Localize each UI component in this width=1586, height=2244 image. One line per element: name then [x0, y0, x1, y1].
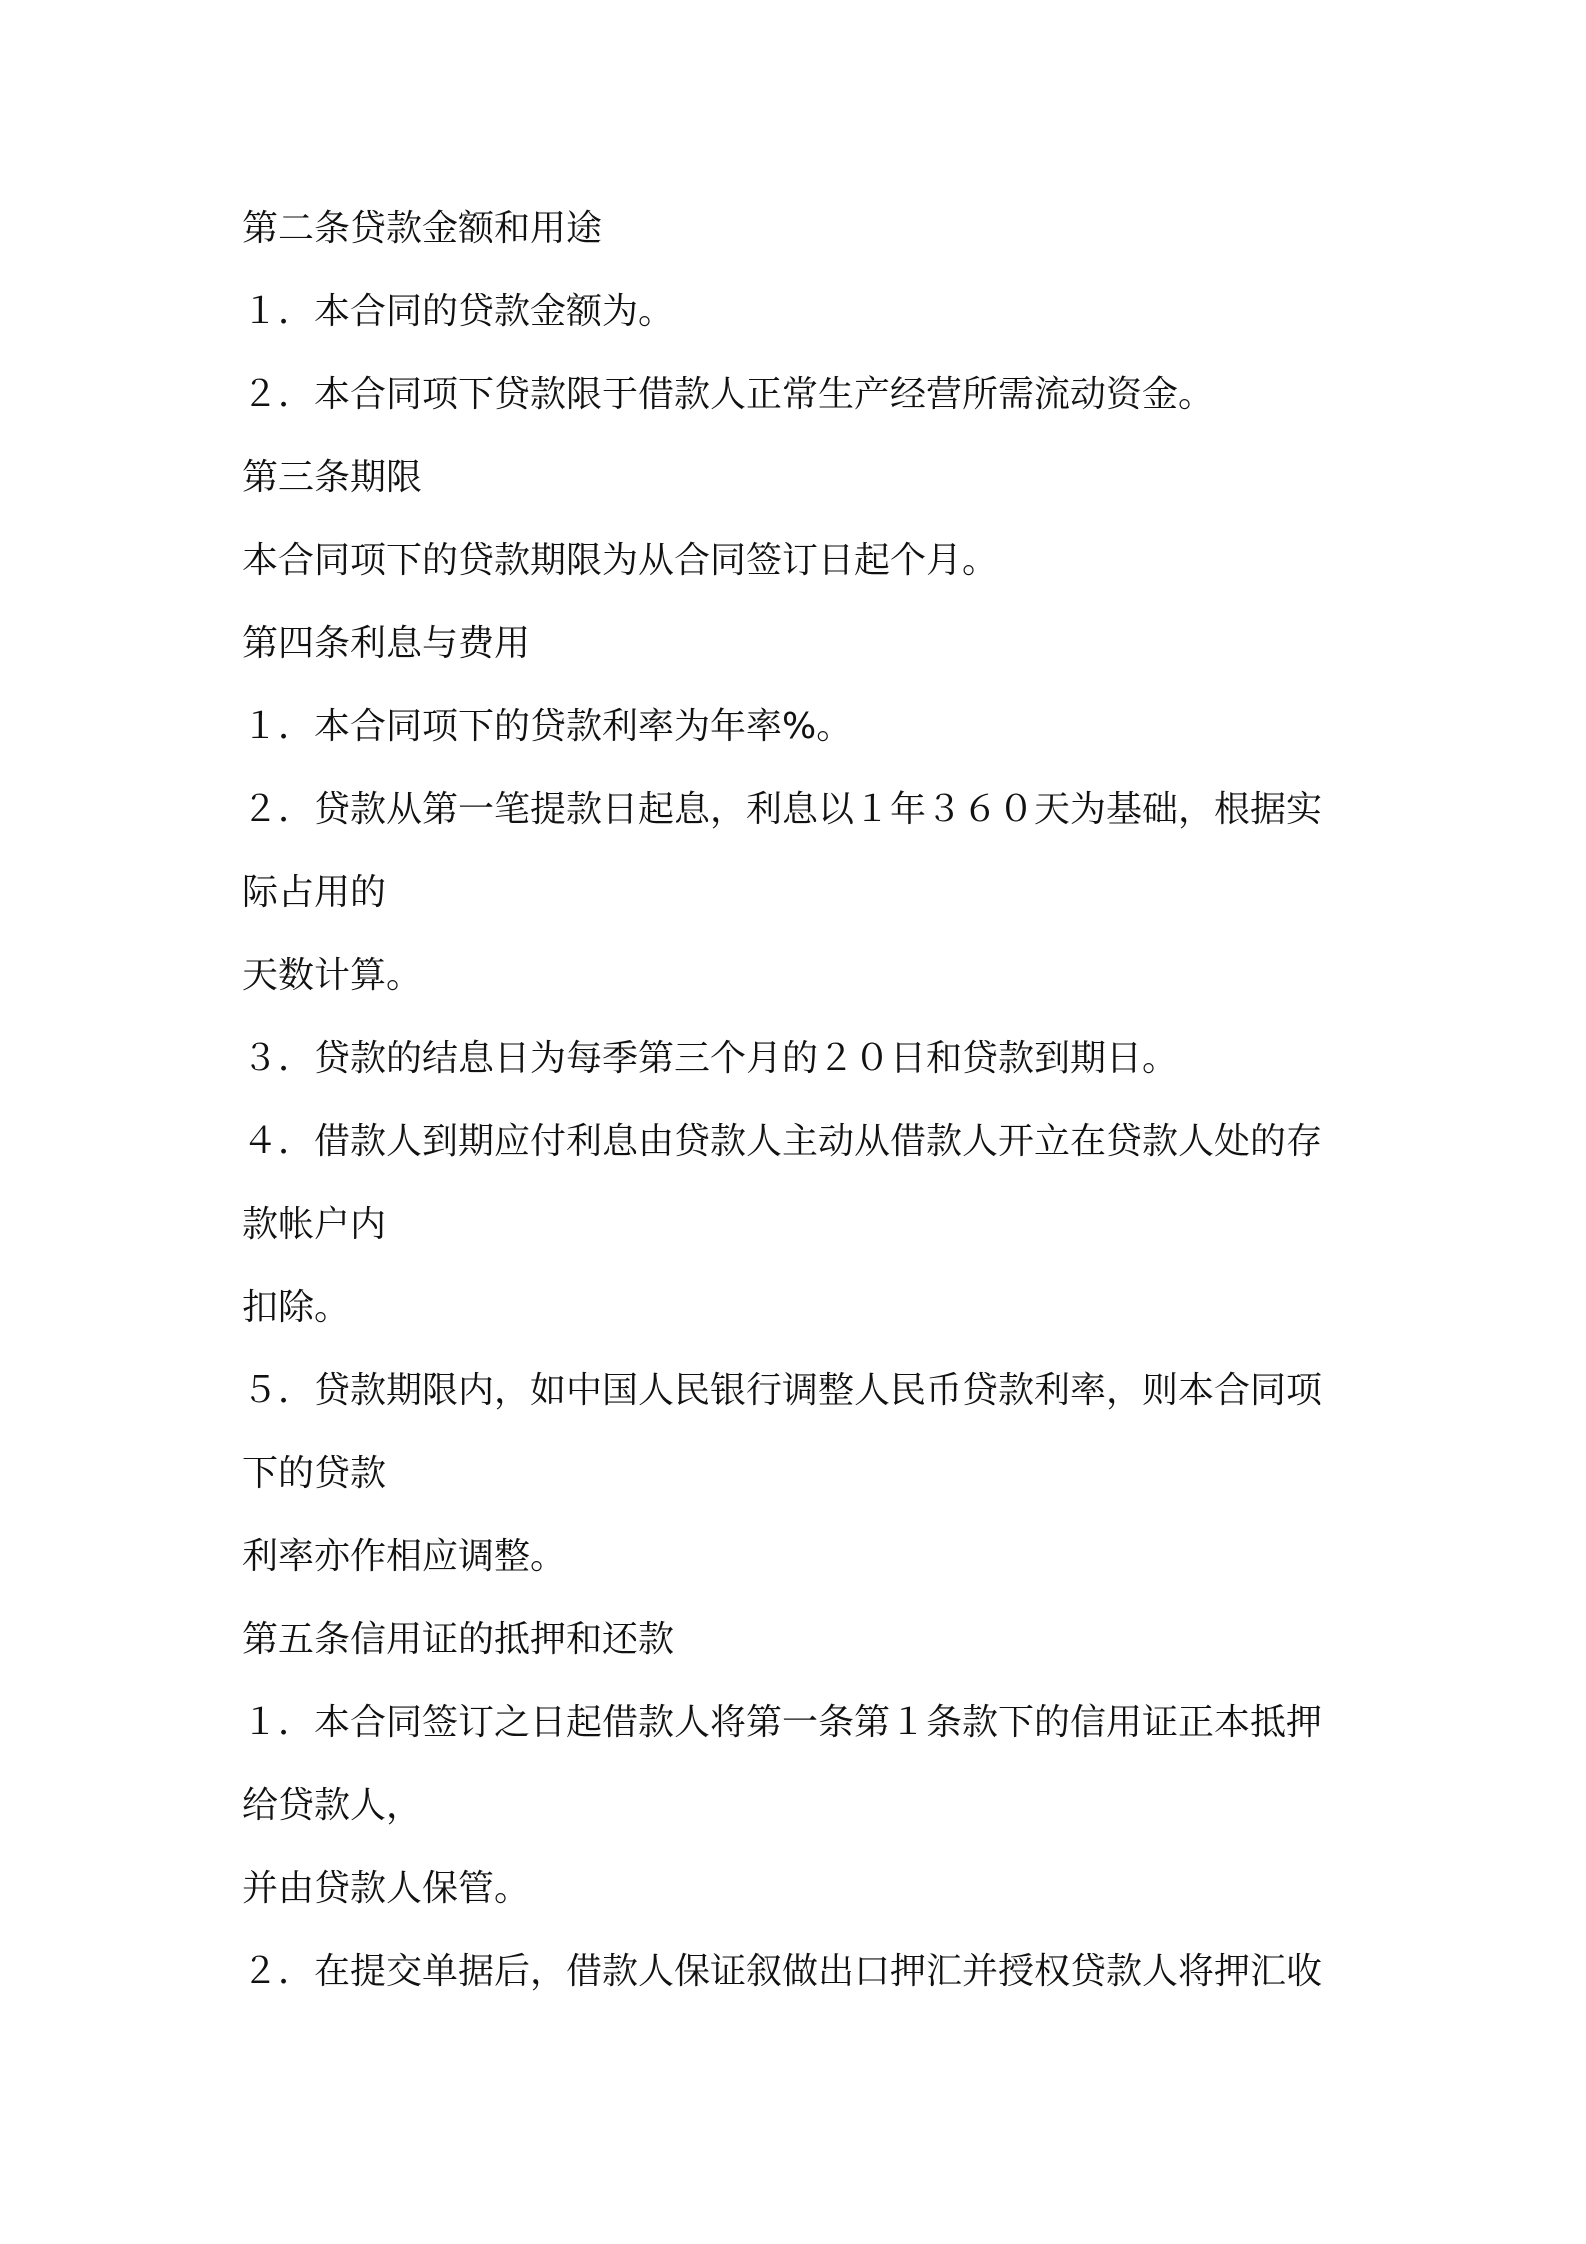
paragraph-line: 给贷款人，: [242, 1785, 423, 1826]
heading-article-5: 第五条信用证的抵押和还款: [242, 1619, 675, 1660]
paragraph-line: 本合同项下的贷款期限为从合同签订日起个月。: [242, 540, 999, 581]
paragraph-line: ４．借款人到期应付利息由贷款人主动从借款人开立在贷款人处的存: [242, 1121, 1323, 1162]
paragraph-line: 款帐户内: [242, 1204, 387, 1245]
heading-article-3: 第三条期限: [242, 457, 423, 498]
paragraph-line: 下的贷款: [242, 1453, 387, 1494]
paragraph-line: 扣除。: [242, 1287, 351, 1328]
paragraph-line: １．本合同签订之日起借款人将第一条第１条款下的信用证正本抵押: [242, 1702, 1323, 1743]
paragraph-line: 利率亦作相应调整。: [242, 1536, 567, 1577]
paragraph-line: ２．本合同项下贷款限于借款人正常生产经营所需流动资金。: [242, 374, 1215, 415]
paragraph-line: ３．贷款的结息日为每季第三个月的２０日和贷款到期日。: [242, 1038, 1179, 1079]
paragraph-line: 天数计算。: [242, 955, 423, 996]
heading-article-2: 第二条贷款金额和用途: [242, 208, 603, 249]
paragraph-line: ５．贷款期限内，如中国人民银行调整人民币贷款利率，则本合同项: [242, 1370, 1323, 1411]
paragraph-line: 际占用的: [242, 872, 387, 913]
paragraph-line: １．本合同项下的贷款利率为年率%。: [242, 706, 853, 747]
paragraph-line: 并由贷款人保管。: [242, 1868, 531, 1909]
paragraph-line: ２．贷款从第一笔提款日起息，利息以１年３６０天为基础，根据实: [242, 789, 1323, 830]
paragraph-line: １．本合同的贷款金额为。: [242, 291, 675, 332]
paragraph-line: ２．在提交单据后，借款人保证叙做出口押汇并授权贷款人将押汇收: [242, 1951, 1323, 1992]
heading-article-4: 第四条利息与费用: [242, 623, 531, 664]
